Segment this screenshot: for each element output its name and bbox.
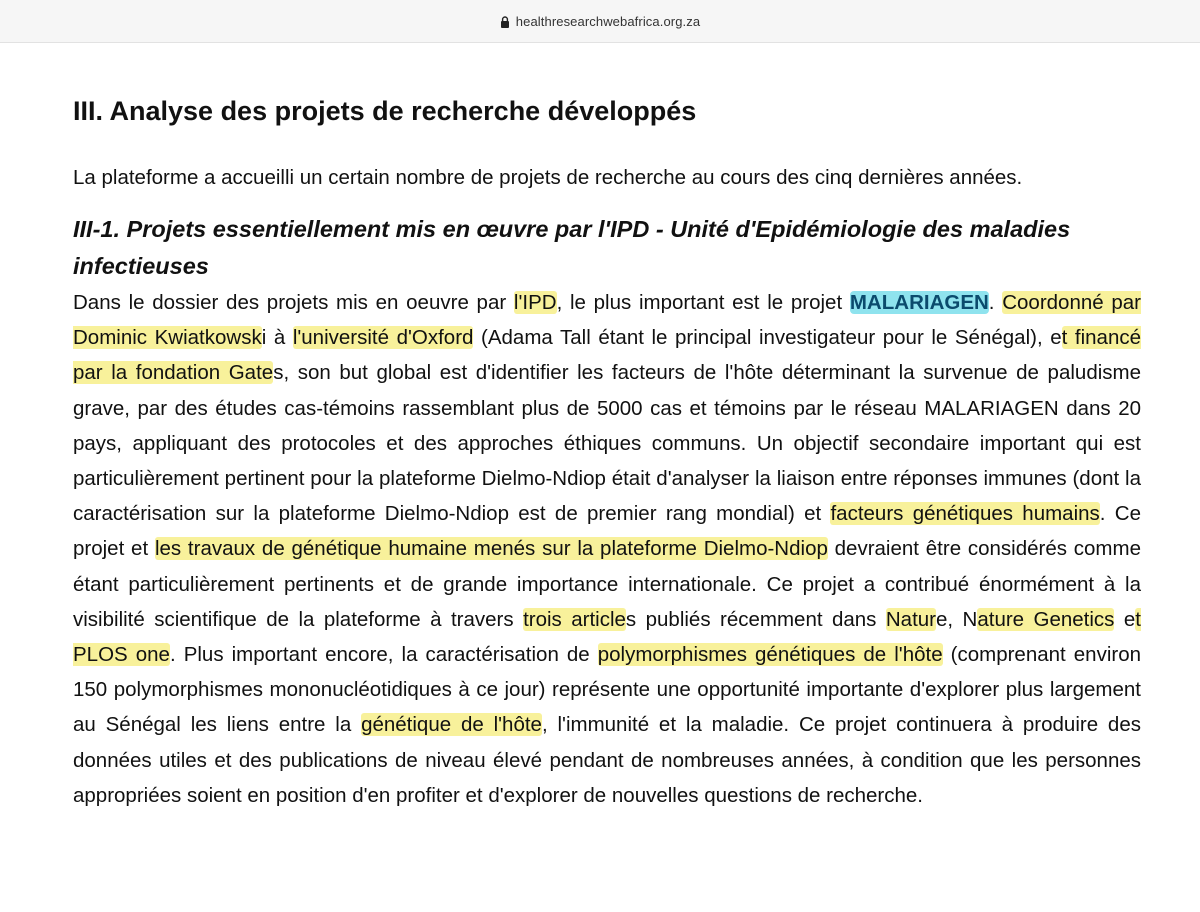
highlighted-text: l'université d'Oxford bbox=[292, 326, 474, 350]
highlighted-text-blue: MALARIAGEN bbox=[849, 291, 989, 314]
paragraph-text: (Adama Tall étant le principal investigateur pour le Sénégal), e bbox=[473, 326, 1062, 350]
paragraph-text: s publiés récemment dans bbox=[625, 607, 886, 631]
highlighted-text: génétique de l'hôte bbox=[361, 713, 542, 737]
highlighted-text: facteurs génétiques humains bbox=[830, 502, 1100, 526]
highlighted-text: Coordonné par Dominic Kwiatkowsk bbox=[73, 291, 1142, 350]
paragraph-text: Dans le dossier des projets mis en oeuvre par bbox=[73, 291, 514, 314]
paragraph-text: . Ce projet et bbox=[73, 502, 1141, 561]
highlighted-text: t financé par la fondation Gate bbox=[73, 326, 1141, 385]
highlighted-text: trois article bbox=[523, 607, 626, 631]
paragraph-text: s, son but global est d'identifier les facteurs de l'hôte déterminant la survenue de paludisme grave, par des études cas-témoins rassemblant plus de 5000 cas et témoins par le réseau MALARIAGEN dans 20 pays, appliquant des protocoles et des approches éthiques communs. Un objectif secondaire important qui est particulièrement pertinent pour la plateforme Dielmo-Ndiop était d'analyser la liaison entre réponses immunes (dont la caractérisation sur la plateforme Dielmo-Ndiop est de premier rang mondial) et bbox=[73, 361, 1142, 526]
paragraph-text: e, N bbox=[936, 607, 978, 631]
highlighted-text: les travaux de génétique humaine menés sur la plateforme Dielmo-Ndiop bbox=[154, 537, 828, 561]
highlighted-text: Natur bbox=[885, 607, 937, 631]
paragraph-text: . Plus important encore, la caractérisation de bbox=[169, 643, 598, 667]
browser-address-bar[interactable] bbox=[0, 0, 1200, 43]
address-url: healthresearchwebafrica.org.za bbox=[515, 13, 701, 29]
document-content bbox=[73, 90, 1141, 813]
paragraph-text: e bbox=[1114, 607, 1136, 631]
lock-icon bbox=[500, 16, 510, 28]
highlighted-text: polymorphismes génétiques de l'hôte bbox=[597, 643, 943, 667]
subsection-heading: III-1. Projets essentiellement mis en œuvre par l'IPD - Unité d'Epidémiologie des maladies infectieuses bbox=[73, 216, 1071, 279]
highlighted-text: t PLOS one bbox=[73, 607, 1141, 667]
highlighted-text: l'IPD bbox=[513, 291, 557, 314]
paragraph-text: (comprenant environ 150 polymorphismes mononucléotidiques à ce jour) représente une opportunité importante d'explorer plus largement au Sénégal les liens entre la bbox=[73, 643, 1141, 737]
body-paragraph bbox=[73, 285, 1141, 813]
highlighted-text: ature Genetics bbox=[977, 607, 1115, 631]
paragraph-text: , l'immunité et la maladie. Ce projet continuera à produire des données utiles et des publications de niveau élevé pendant de nombreuses années, à condition que les personnes appropriées soient en position d'en profiter et d'explorer de nouvelles questions de recherche. bbox=[73, 713, 1141, 807]
paragraph-text: i à bbox=[261, 326, 293, 350]
paragraph-text: , le plus important est le projet bbox=[556, 291, 850, 314]
intro-paragraph: La plateforme a accueilli un certain nombre de projets de recherche au cours des cinq dernières années. bbox=[73, 166, 1023, 189]
section-heading: III. Analyse des projets de recherche développés bbox=[73, 96, 697, 126]
paragraph-text: devraient être considérés comme étant particulièrement pertinents et de grande importance internationale. Ce projet a contribué énormément à la visibilité scientifique de la plateforme à travers bbox=[73, 537, 1141, 631]
paragraph-text: . bbox=[988, 291, 1003, 314]
